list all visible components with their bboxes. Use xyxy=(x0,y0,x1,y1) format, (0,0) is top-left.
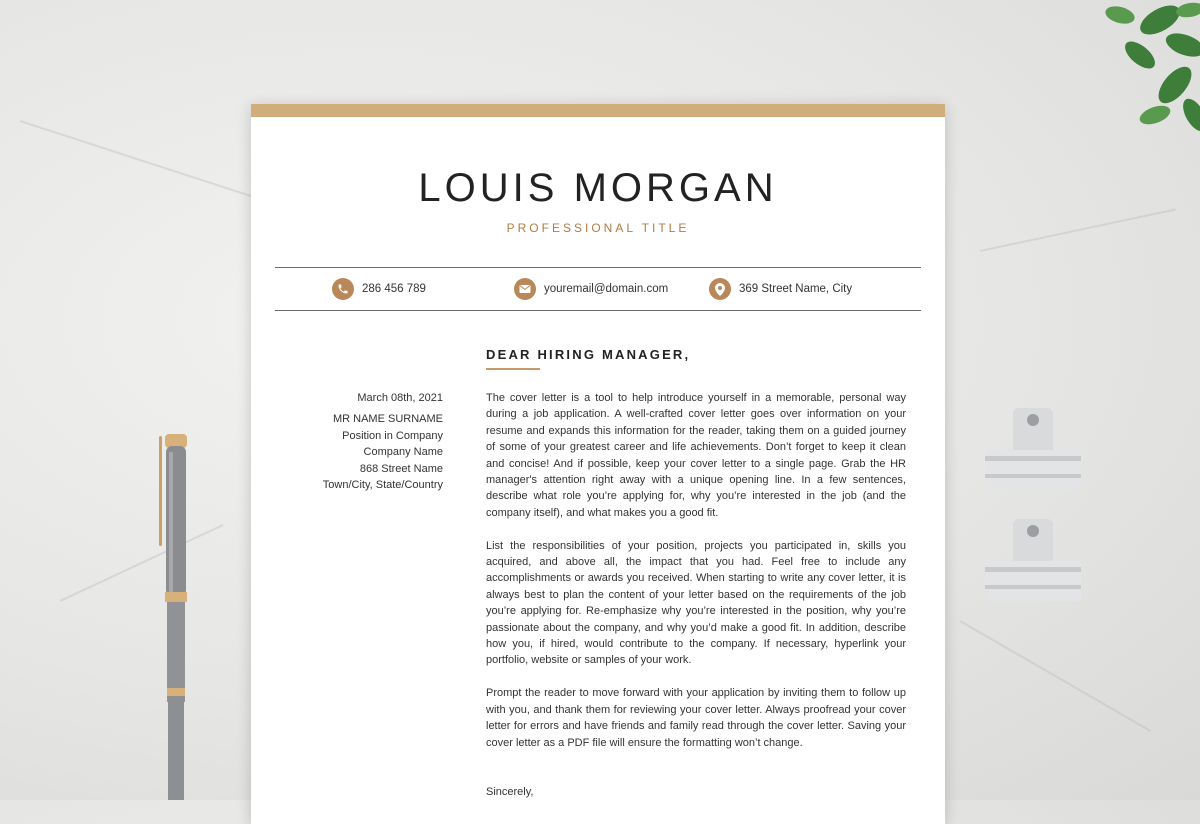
candidate-name: LOUIS MORGAN xyxy=(418,166,778,210)
phone-icon xyxy=(332,278,354,300)
letter-paragraph: Prompt the reader to move forward with your application by inviting them to follow up with you, and thank them for reviewing your cover letter. Always proofread your cover letter for errors and have friends and family read through the cover letter. Saving your cover letter as a PDF file will ensure the formatting won’t change. xyxy=(486,687,906,749)
pen-decoration xyxy=(155,432,195,800)
binder-clip-decoration xyxy=(983,404,1083,494)
recipient-line: Position in Company xyxy=(342,429,443,442)
cover-letter-page xyxy=(251,104,945,824)
location-icon xyxy=(709,278,731,300)
contact-email xyxy=(514,277,668,301)
header-accent-band xyxy=(251,104,945,117)
email-text: youremail@domain.com xyxy=(544,283,669,295)
divider-top xyxy=(275,267,921,268)
letter-body xyxy=(486,390,906,767)
greeting-underline xyxy=(486,368,540,370)
binder-clip-decoration xyxy=(983,515,1083,605)
marble-vein xyxy=(960,620,1152,732)
contact-address xyxy=(709,277,852,301)
divider-bottom xyxy=(275,310,921,311)
phone-text: 286 456 789 xyxy=(362,283,426,295)
marble-vein xyxy=(20,120,268,202)
recipient-block xyxy=(271,390,443,493)
recipient-line: Town/City, State/Country xyxy=(322,479,443,492)
letter-paragraph: List the responsibilities of your position, projects you participated in, skills you acquired, and above all, the impact that you had. Feel free to include any accomplishments or awards you received. When starting to write any cover letter, it is always best to plan the content of your letter based on the requirements of the job you’re applying for. Re-emphasize why you’re interested in the position, why you’re passionate about the company, and why you’d make a good fit. In addition, describe how you, if hired, would contribute to the company. If necessary, hyperlink your portfolio, website or samples of your work. xyxy=(486,539,906,667)
marble-vein xyxy=(980,208,1176,252)
marble-vein xyxy=(60,524,224,602)
letter-closing: Sincerely, xyxy=(486,786,534,798)
contact-phone xyxy=(332,277,426,301)
letter-greeting: DEAR HIRING MANAGER, xyxy=(486,347,691,362)
recipient-line: 868 Street Name xyxy=(359,462,443,475)
email-icon xyxy=(514,278,536,300)
recipient-line: MR NAME SURNAME xyxy=(332,413,443,426)
plant-leaves-decoration xyxy=(1050,0,1200,150)
letter-paragraph: The cover letter is a tool to help introduce yourself in a memorable, personal way during a job application. A well-crafted cover letter goes over information on your resume and expands this information for the reader, taking them on a guided journey of some of your greatest career and life achievements. Don’t forget to keep it clean and concise! And if possible, keep your cover letter to a single page. Grab the HR manager's attention right away with a unique opening line. In a few sentences, describe what role you’re applying for, why you’re interested in the job (and the company itself), and what makes you a good fit. xyxy=(486,392,906,519)
recipient-line: Company Name xyxy=(363,446,443,459)
letter-date: March 08th, 2021 xyxy=(357,392,443,404)
address-text: 369 Street Name, City xyxy=(739,283,853,295)
professional-title: PROFESSIONAL TITLE xyxy=(506,221,690,235)
